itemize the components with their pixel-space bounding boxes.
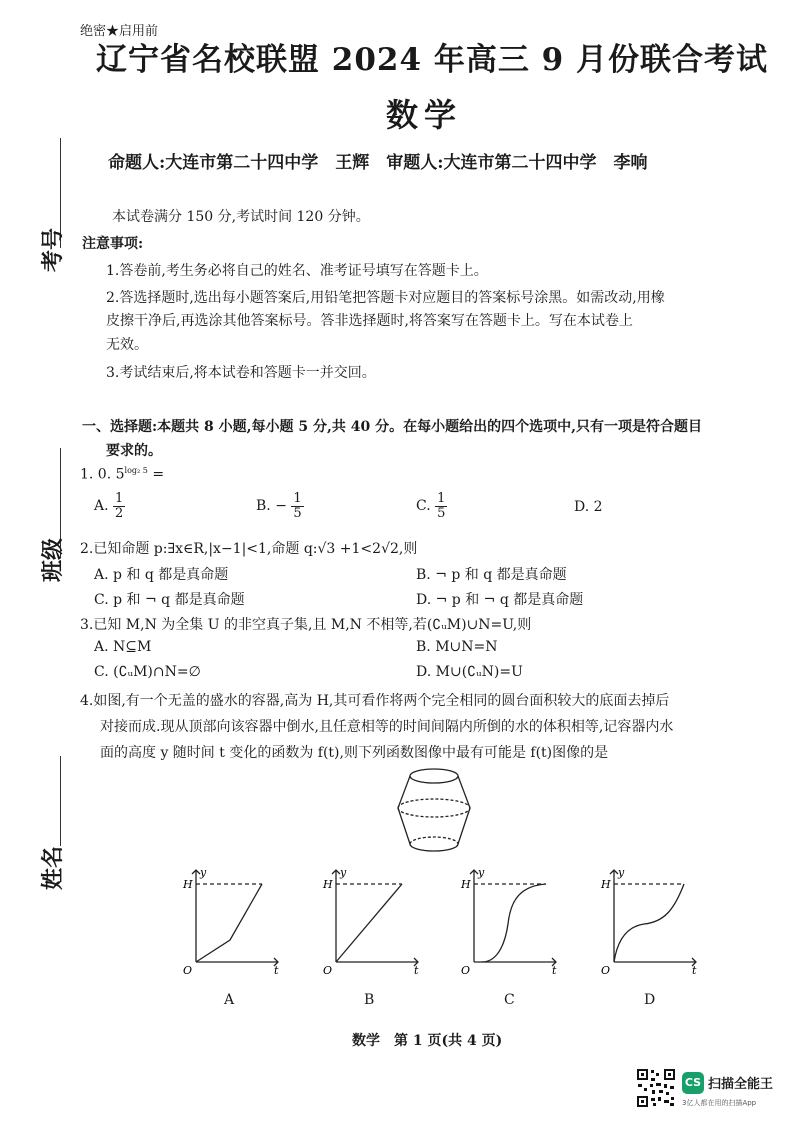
graph-d-caption: D (644, 992, 656, 1008)
exam-no-label: 考号 (41, 227, 66, 272)
q1-a-numerator: 1 (115, 491, 124, 506)
graph-b-origin: O (323, 964, 333, 977)
note-2-line-1: 2.答选择题时,选出每小题答案后,用铅笔把答题卡对应题目的答案标号涂黑。如需改动,用橡 (106, 290, 665, 306)
q4-line-3: 面的高度 y 随时间 t 变化的函数为 f(t),则下列函数图像中最有可能是 f(t)图像的是 (100, 745, 609, 761)
graph-a-y-label: y (200, 866, 207, 879)
q1-stem (80, 466, 164, 483)
q3-option-d: D. M∪(∁ᵤN)=U (416, 664, 523, 680)
q1-equals: = (147, 466, 165, 483)
q1-b-numerator: 1 (293, 491, 302, 506)
graph-a-h-label: H (183, 878, 193, 891)
secret-label: 绝密★启用前 (80, 24, 159, 39)
graph-b-y-label: y (340, 866, 347, 879)
graph-c (456, 862, 566, 980)
q1-a-label: A. (94, 498, 109, 515)
note-2-line-3: 无效。 (106, 337, 148, 353)
container-figure (392, 762, 476, 858)
camscanner-tagline: 3亿人都在用的扫描App (682, 1099, 757, 1107)
exam-title: 辽宁省名校联盟 2024 年高三 9 月份联合考试 (96, 42, 769, 78)
q1-c-label: C. (416, 498, 431, 515)
graph-b-h-label: H (323, 878, 333, 891)
q1-option-b (256, 492, 304, 520)
graph-a-x-label: t (274, 964, 279, 977)
graph-d-origin: O (601, 964, 611, 977)
graph-d-y-label: y (618, 866, 625, 879)
camscanner-logo-icon: CS (682, 1072, 704, 1094)
graph-b-caption: B (364, 992, 375, 1008)
name-line (60, 756, 61, 846)
q3-option-b: B. M∪N=N (416, 639, 498, 655)
graph-a-curve (196, 884, 262, 962)
q1-c-denominator: 5 (437, 505, 446, 521)
graph-a (178, 862, 288, 980)
section-1-heading-cont: 要求的。 (106, 443, 162, 459)
q3-option-a: A. N⊆M (94, 639, 152, 655)
note-1: 1.答卷前,考生务必将自己的姓名、准考证号填写在答题卡上。 (106, 263, 488, 279)
q3-option-c: C. (∁ᵤM)∩N=∅ (94, 664, 201, 680)
graph-a-caption: A (224, 992, 235, 1008)
q1-base: 1. 0. 5 (80, 466, 125, 483)
q1-exponent: log₂ 5 (124, 466, 148, 475)
page-footer: 数学 第 1 页(共 4 页) (352, 1033, 503, 1049)
name-label: 姓名 (41, 845, 66, 890)
q2-option-c: C. p 和 ¬ q 都是真命题 (94, 592, 245, 608)
q4-line-2: 对接而成.现从顶部向该容器中倒水,且任意相等的时间间隔内所倒的水的体积相等,记容器内水 (100, 719, 674, 735)
graph-b (318, 862, 428, 980)
subject-title: 数学 (386, 96, 463, 134)
graph-c-curve (482, 884, 546, 962)
graph-b-x-label: t (414, 964, 419, 977)
q1-a-fraction (113, 492, 125, 520)
q1-option-c (416, 492, 447, 520)
note-3: 3.考试结束后,将本试卷和答题卡一并交回。 (106, 365, 376, 381)
q1-c-fraction (435, 492, 447, 520)
camscanner-app-name: 扫描全能王 (708, 1077, 774, 1092)
score-line: 本试卷满分 150 分,考试时间 120 分钟。 (112, 209, 370, 225)
q1-b-denominator: 5 (293, 505, 302, 521)
graph-d (596, 862, 706, 980)
graph-c-x-label: t (552, 964, 557, 977)
q2-option-d: D. ¬ p 和 ¬ q 都是真命题 (416, 592, 584, 608)
graph-c-caption: C (504, 992, 515, 1008)
note-2-line-2: 皮擦干净后,再选涂其他答案标号。答非选择题时,将答案写在答题卡上。写在本试卷上 (106, 313, 633, 329)
graph-d-h-label: H (601, 878, 611, 891)
graph-c-y-label: y (478, 866, 485, 879)
q2-option-b: B. ¬ p 和 q 都是真命题 (416, 567, 567, 583)
graph-d-x-label: t (692, 964, 697, 977)
graph-c-h-label: H (461, 878, 471, 891)
graph-a-origin: O (183, 964, 193, 977)
class-label: 班级 (41, 537, 66, 582)
q1-option-a (94, 492, 125, 520)
notes-title: 注意事项: (82, 236, 144, 252)
section-1-heading: 一、选择题:本题共 8 小题,每小题 5 分,共 40 分。在每小题给出的四个选项中,只有一项是符合题目 (82, 419, 702, 435)
q2-option-a: A. p 和 q 都是真命题 (94, 567, 229, 583)
q1-b-fraction (291, 492, 303, 520)
q4-line-1: 4.如图,有一个无盖的盛水的容器,高为 H,其可看作将两个完全相同的圆台面积较大的底面去掉后 (80, 693, 670, 709)
q1-b-label: B. − (256, 498, 287, 515)
q2-stem: 2.已知命题 p:∃x∈R,|x−1|<1,命题 q:√3 +1<2√2,则 (80, 541, 418, 557)
qr-code-icon (636, 1068, 676, 1108)
graph-d-curve (614, 884, 684, 962)
graph-b-curve (336, 884, 402, 962)
q1-a-denominator: 2 (115, 505, 124, 521)
q1-option-d: D. 2 (574, 499, 603, 515)
q1-c-numerator: 1 (437, 491, 446, 506)
graph-c-origin: O (461, 964, 471, 977)
q3-stem: 3.已知 M,N 为全集 U 的非空真子集,且 M,N 不相等,若(∁ᵤM)∪N=U,则 (80, 617, 532, 633)
authors-line: 命题人:大连市第二十四中学 王辉 审题人:大连市第二十四中学 李响 (108, 153, 648, 173)
